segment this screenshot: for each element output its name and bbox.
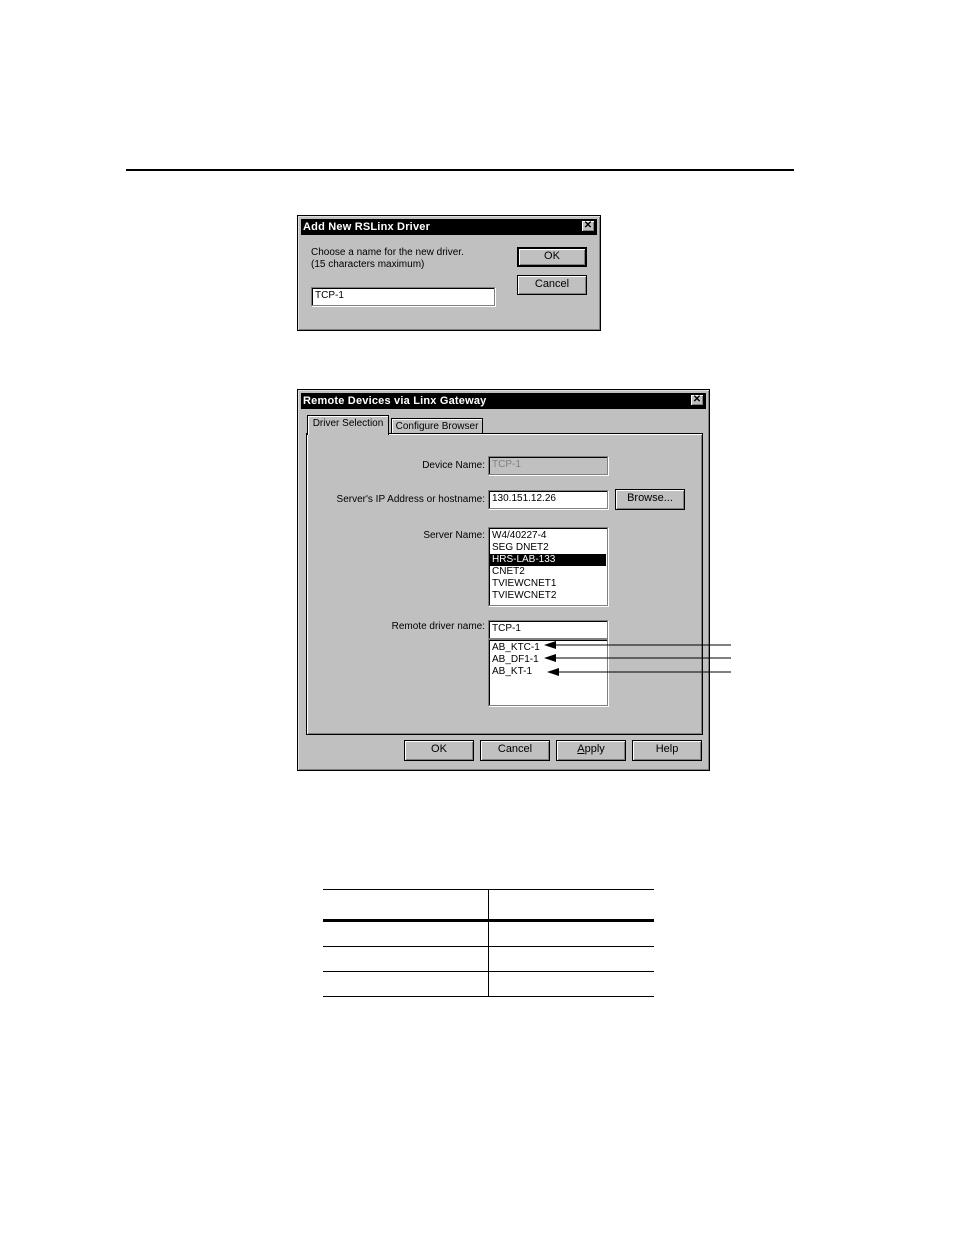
server-ip-input[interactable]: 130.151.12.26	[488, 490, 608, 509]
server-name-list[interactable]	[488, 527, 608, 606]
table-column-divider	[488, 889, 489, 997]
server-name-item[interactable]: SEG DNET2	[492, 542, 549, 553]
driver-selection-panel	[306, 433, 703, 735]
add-driver-ok-button[interactable]: OK	[517, 247, 587, 267]
tab-configure-browser-label: Configure Browser	[395, 421, 479, 432]
tab-driver-selection-label: Driver Selection	[312, 418, 384, 429]
server-name-label: Server Name:	[423, 530, 485, 541]
server-name-item[interactable]: TVIEWCNET2	[492, 590, 557, 601]
remote-driver-item[interactable]: AB_KTC-1	[492, 642, 540, 653]
add-driver-prompt-line1: Choose a name for the new driver.	[311, 247, 464, 258]
remote-devices-close-button[interactable]	[690, 394, 704, 406]
page-header-rule	[126, 169, 794, 171]
remote-devices-dialog	[297, 389, 710, 771]
apply-button[interactable]: Apply	[556, 740, 626, 761]
remote-driver-item[interactable]: AB_KT-1	[492, 666, 533, 677]
help-button[interactable]: Help	[632, 740, 702, 761]
browse-button[interactable]: Browse...	[615, 489, 685, 510]
device-name-field: TCP-1	[488, 456, 608, 475]
add-driver-close-button[interactable]	[581, 220, 595, 232]
cancel-button[interactable]: Cancel	[480, 740, 550, 761]
remote-driver-input[interactable]: TCP-1	[488, 620, 608, 639]
ok-button[interactable]: OK	[404, 740, 474, 761]
device-name-label: Device Name:	[422, 460, 485, 471]
driver-name-input[interactable]: TCP-1	[311, 287, 495, 306]
server-name-item-selected[interactable]: HRS-LAB-133	[490, 554, 606, 566]
add-driver-dialog	[297, 215, 601, 331]
tab-driver-selection[interactable]	[307, 415, 389, 435]
close-icon: ✕	[583, 220, 593, 231]
remote-driver-item[interactable]: AB_DF1-1	[492, 654, 539, 665]
server-name-item[interactable]: CNET2	[492, 566, 525, 577]
add-driver-prompt-line2: (15 characters maximum)	[311, 259, 425, 270]
remote-driver-label: Remote driver name:	[391, 621, 485, 632]
server-name-item[interactable]: TVIEWCNET1	[492, 578, 557, 589]
close-icon: ✕	[692, 394, 702, 405]
remote-devices-title: Remote Devices via Linx Gateway	[303, 395, 487, 407]
server-ip-label: Server's IP Address or hostname:	[336, 494, 485, 505]
remote-driver-list[interactable]	[488, 639, 608, 706]
server-name-item[interactable]: W4/40227-4	[492, 530, 547, 541]
add-driver-cancel-button[interactable]: Cancel	[517, 275, 587, 295]
remote-devices-title-bar	[301, 393, 706, 409]
add-driver-title: Add New RSLinx Driver	[303, 221, 431, 233]
add-driver-title-bar	[301, 219, 597, 235]
